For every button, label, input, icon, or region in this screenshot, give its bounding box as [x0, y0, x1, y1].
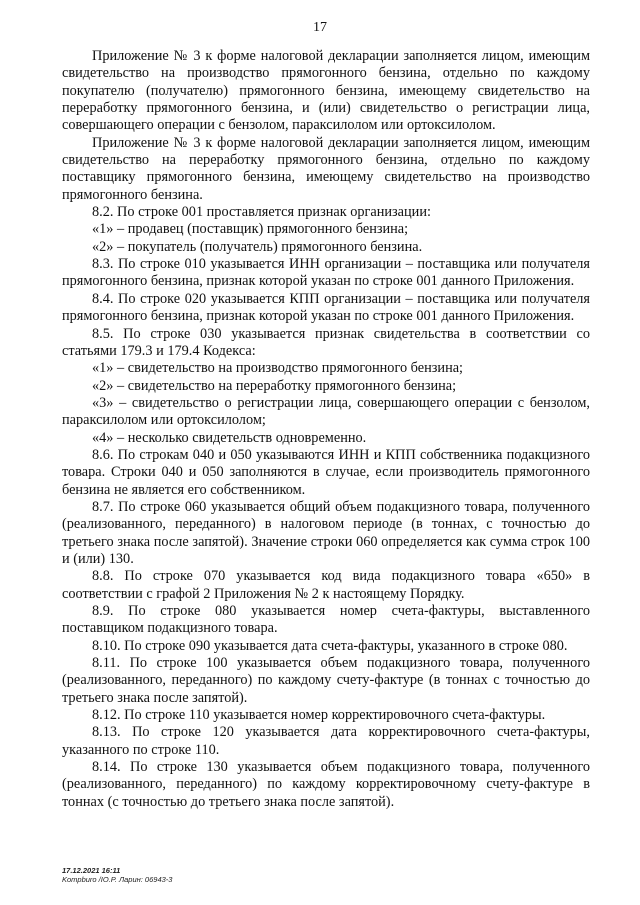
paragraph: 8.10. По строке 090 указывается дата счета-фактуры, указанного в строке 080. — [92, 637, 568, 654]
list-item: «1» – свидетельство на производство прямогонного бензина; — [92, 360, 464, 377]
list-item: «1» – продавец (поставщик) прямогонного бензина; — [92, 221, 409, 238]
document-footer — [62, 866, 172, 884]
paragraph: 8.8. По строке 070 указывается код вида подакцизного товара «650» в соответствии с графой 2 Приложения № 2 к настоящему Порядку. — [62, 568, 590, 602]
paragraph: 8.9. По строке 080 указывается номер счета-фактуры, выставленного поставщиком подакцизного товара. — [62, 603, 590, 637]
paragraph: 8.7. По строке 060 указывается общий объем подакцизного товара, полученного (реализованного, переданного) в налоговом периоде (в тоннах, с точностью до третьего знака после запятой). Значение строки 060 определяется как сумма строк 100 и (или) 130. — [62, 498, 590, 567]
document-body — [62, 48, 590, 811]
list-item: «4» – несколько свидетельств одновременно. — [92, 429, 367, 446]
footer-source: Kompburo /IO.P. Ларин: 06943-3 — [62, 875, 173, 884]
list-item: «2» – покупатель (получатель) прямогонного бензина. — [92, 238, 423, 255]
list-item: «3» – свидетельство о регистрации лица, совершающего операции с бензолом, параксилолом или ортоксилолом; — [62, 394, 590, 429]
paragraph: 8.6. По строкам 040 и 050 указываются ИНН и КПП собственника подакцизного товара. Строки 040 и 050 заполняются в случае, если производитель прямогонного бензина не является его собственником. — [62, 446, 590, 498]
list-item: «2» – свидетельство на переработку прямогонного бензина; — [92, 377, 457, 394]
paragraph: 8.14. По строке 130 указывается объем подакцизного товара, полученного (реализованного, переданного) по каждому корректировочному счету-фактуре в тоннах (с точностью до третьего знака после запятой). — [62, 759, 590, 810]
paragraph: 8.5. По строке 030 указывается признак свидетельства в соответствии со статьями 179.3 и 179.4 Кодекса: — [62, 325, 590, 359]
paragraph: Приложение № 3 к форме налоговой декларации заполняется лицом, имеющим свидетельство на производство прямогонного бензина, отдельно по каждому покупателю (получателю) прямогонного бензина, имеющему свидетельство на переработку прямогонного бензина, и (или) свидетельство о регистрации лица, совершающего операции с бензолом, параксилолом или ортоксилолом. — [62, 48, 590, 134]
paragraph: 8.2. По строке 001 проставляется признак организации: — [92, 204, 431, 221]
paragraph: 8.4. По строке 020 указывается КПП организации – поставщика или получателя прямогонного бензина, признак которой указан по строке 001 данного Приложения. — [62, 290, 590, 325]
paragraph: 8.12. По строке 110 указывается номер корректировочного счета-фактуры. — [92, 707, 546, 724]
paragraph: 8.13. По строке 120 указывается дата корректировочного счета-фактуры, указанного по строке 110. — [62, 724, 590, 758]
footer-timestamp: 17.12.2021 16:11 — [62, 866, 121, 875]
paragraph: 8.11. По строке 100 указывается объем подакцизного товара, полученного (реализованного, переданного) по каждому счету-фактуре (в тоннах с точностью до третьего знака после запятой). — [62, 655, 590, 706]
paragraph: 8.3. По строке 010 указывается ИНН организации – поставщика или получателя прямогонного бензина, признак которой указан по строке 001 данного Приложения. — [62, 256, 590, 290]
paragraph: Приложение № 3 к форме налоговой декларации заполняется лицом, имеющим свидетельство на переработку прямогонного бензина, отдельно по каждому поставщику прямогонного бензина, имеющему свидетельство на производство прямогонного бензина. — [62, 134, 590, 203]
page-number: 17 — [313, 20, 327, 35]
